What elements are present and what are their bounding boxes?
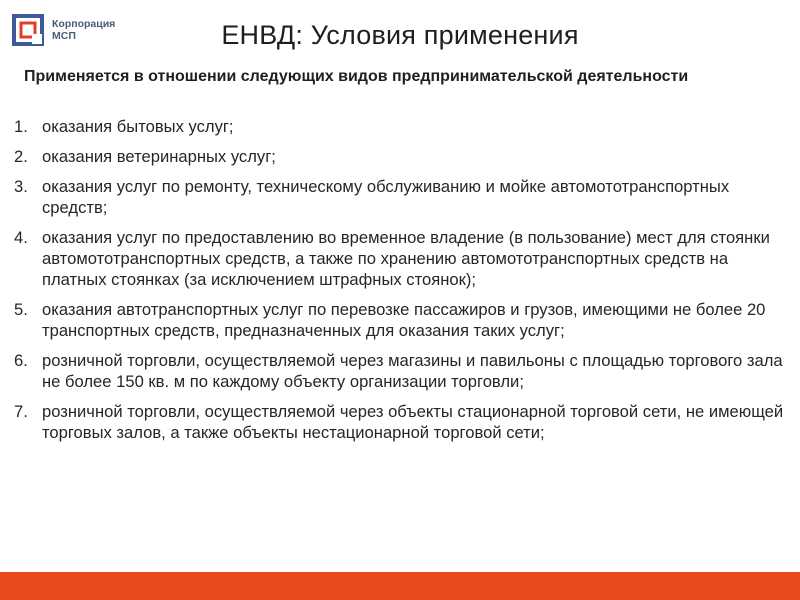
list-item-text: оказания автотранспортных услуг по перевозке пассажиров и грузов, имеющими не более 20 транспортных средств, предназначенных для оказания таких услуг; <box>42 300 766 340</box>
list-item <box>14 227 784 290</box>
list-item-text: оказания услуг по предоставлению во временное владение (в пользование) мест для стоянки автомототранспортных средств, а также по хранению автомототранспортных средств на платных стоянках (за исключением штрафных стоянок); <box>42 228 770 289</box>
list-item <box>14 350 784 392</box>
list-item-number: 7. <box>14 402 28 421</box>
list-item <box>14 146 784 167</box>
slide-title: ЕНВД: Условия применения <box>221 20 579 50</box>
list-item-text: розничной торговли, осуществляемой через магазины и павильоны с площадью торгового зала не более 150 кв. м по каждому объекту организации торговли; <box>42 351 783 391</box>
activity-list <box>14 116 784 452</box>
list-item-number: 2. <box>14 147 28 166</box>
list-item-number: 5. <box>14 300 28 319</box>
list-item-number: 3. <box>14 177 28 196</box>
list-item-number: 4. <box>14 228 28 247</box>
list-item-number: 6. <box>14 351 28 370</box>
list-item <box>14 299 784 341</box>
list-item <box>14 401 784 443</box>
list-item-text: оказания услуг по ремонту, техническому обслуживанию и мойке автомототранспортных средств; <box>42 177 730 217</box>
intro-text: Применяется в отношении следующих видов предпринимательской деятельности <box>24 68 689 85</box>
list-item <box>14 176 784 218</box>
logo-line-1: Корпорация <box>52 18 116 30</box>
list-item <box>14 116 784 137</box>
list-item-text: оказания ветеринарных услуг; <box>42 147 276 166</box>
logo-line-2: МСП <box>52 30 76 42</box>
list-item-text: розничной торговли, осуществляемой через объекты стационарной торговой сети, не имеющей торговых залов, а также объекты нестационарной торговой сети; <box>42 402 784 442</box>
list-item-text: оказания бытовых услуг; <box>42 117 234 136</box>
footer-bar <box>0 572 800 600</box>
list-item-number: 1. <box>14 117 28 136</box>
